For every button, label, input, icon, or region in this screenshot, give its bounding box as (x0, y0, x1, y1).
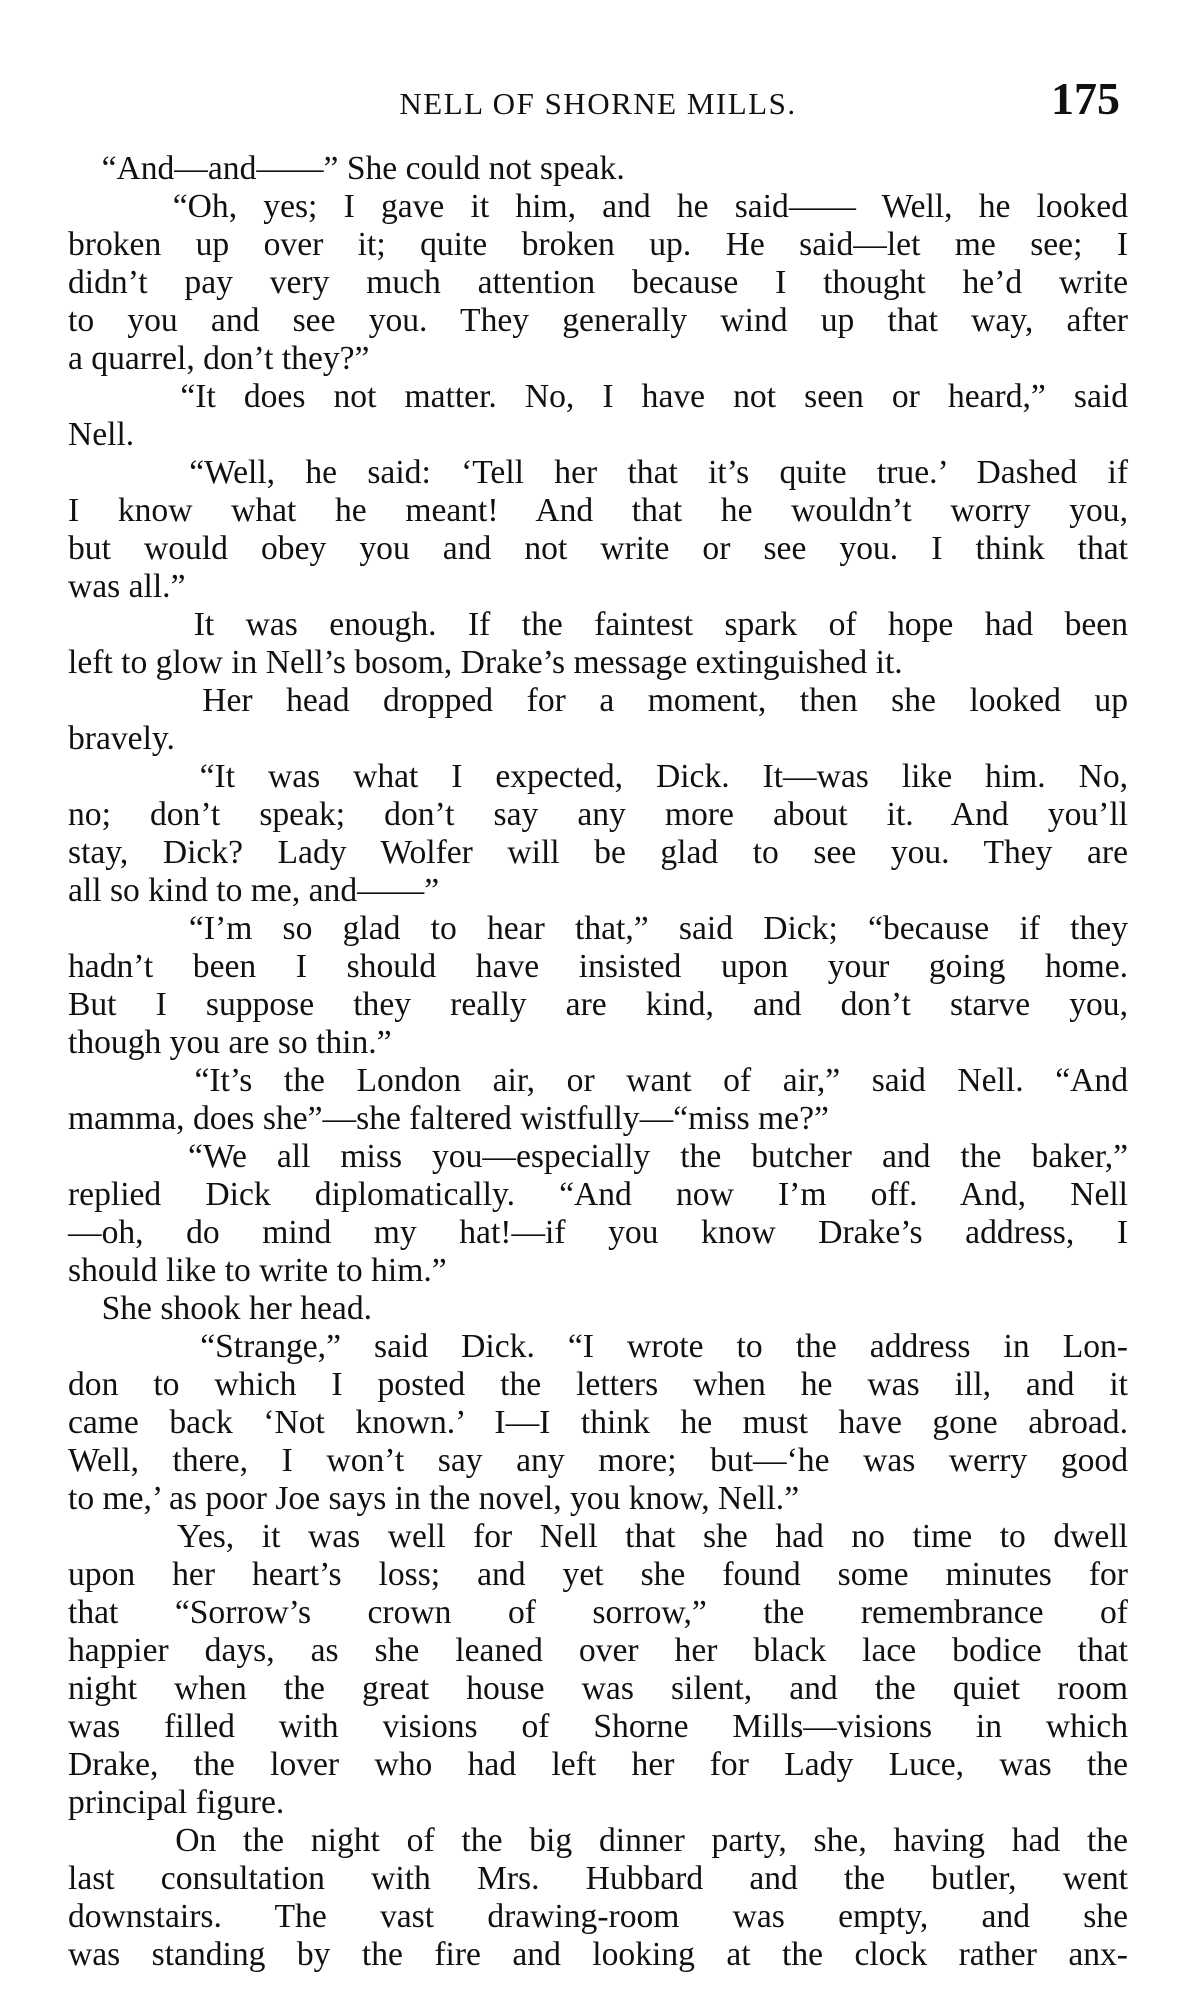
text-line: no; don’t speak; don’t say any more about it. And you’ll (68, 796, 1128, 833)
text-line: downstairs. The vast drawing-room was empty, and she (68, 1898, 1128, 1935)
text-line: came back ‘Not known.’ I—I think he must have gone abroad. (68, 1404, 1128, 1441)
text-line: “I’m so glad to hear that,” said Dick; “because if they (68, 910, 1128, 947)
text-line: She shook her head. (68, 1290, 373, 1327)
text-line: upon her heart’s loss; and yet she found some minutes for (68, 1556, 1128, 1593)
running-head (68, 64, 1128, 134)
text-line: “It was what I expected, Dick. It—was like him. No, (68, 758, 1128, 795)
text-line: to you and see you. They generally wind up that way, after (68, 302, 1128, 339)
text-line: Nell. (68, 416, 135, 453)
text-line: Yes, it was well for Nell that she had no time to dwell (68, 1518, 1128, 1555)
text-line: was standing by the fire and looking at the clock rather anx- (68, 1936, 1128, 1973)
running-title: NELL OF SHORNE MILLS. (399, 86, 797, 121)
text-line: On the night of the big dinner party, she, having had the (68, 1822, 1128, 1859)
text-line: happier days, as she leaned over her black lace bodice that (68, 1632, 1128, 1669)
text-line: It was enough. If the faintest spark of hope had been (68, 606, 1128, 643)
text-line: Drake, the lover who had left her for Lady Luce, was the (68, 1746, 1128, 1783)
text-line: left to glow in Nell’s bosom, Drake’s message extinguished it. (68, 644, 903, 681)
text-line: last consultation with Mrs. Hubbard and the butler, went (68, 1860, 1128, 1897)
text-line: to me,’ as poor Joe says in the novel, you know, Nell.” (68, 1480, 800, 1517)
text-line: I know what he meant! And that he wouldn’t worry you, (68, 492, 1128, 529)
text-line: was filled with visions of Shorne Mills—visions in which (68, 1708, 1128, 1745)
text-line: hadn’t been I should have insisted upon your going home. (68, 948, 1128, 985)
text-line: night when the great house was silent, and the quiet room (68, 1670, 1128, 1707)
text-line: “Well, he said: ‘Tell her that it’s quite true.’ Dashed if (68, 454, 1128, 491)
page-number: 175 (1051, 73, 1120, 124)
text-line: but would obey you and not write or see you. I think that (68, 530, 1128, 567)
text-line: stay, Dick? Lady Wolfer will be glad to see you. They are (68, 834, 1128, 871)
text-line: “And—and——” She could not speak. (68, 150, 625, 187)
text-line: “It’s the London air, or want of air,” said Nell. “And (68, 1062, 1128, 1099)
text-line: Her head dropped for a moment, then she looked up (68, 682, 1128, 719)
text-line: that “Sorrow’s crown of sorrow,” the remembrance of (68, 1594, 1128, 1631)
body-text (68, 150, 1128, 1974)
text-line: was all.” (68, 568, 186, 605)
text-line: bravely. (68, 720, 175, 757)
text-line: didn’t pay very much attention because I thought he’d write (68, 264, 1128, 301)
text-line: though you are so thin.” (68, 1024, 392, 1061)
text-line: “We all miss you—especially the butcher and the baker,” (68, 1138, 1128, 1175)
text-line: don to which I posted the letters when he was ill, and it (68, 1366, 1128, 1403)
text-line: a quarrel, don’t they?” (68, 340, 370, 377)
text-line: replied Dick diplomatically. “And now I’m off. And, Nell (68, 1176, 1128, 1213)
text-line: all so kind to me, and——” (68, 872, 440, 909)
text-line: Well, there, I won’t say any more; but—‘he was werry good (68, 1442, 1128, 1479)
text-line: “It does not matter. No, I have not seen or heard,” said (68, 378, 1128, 415)
text-line: —oh, do mind my hat!—if you know Drake’s address, I (68, 1214, 1128, 1251)
text-line: principal figure. (68, 1784, 285, 1821)
text-line: should like to write to him.” (68, 1252, 447, 1289)
text-line: “Oh, yes; I gave it him, and he said—— Well, he looked (68, 188, 1128, 225)
text-line: But I suppose they really are kind, and don’t starve you, (68, 986, 1128, 1023)
text-line: broken up over it; quite broken up. He said—let me see; I (68, 226, 1128, 263)
text-line: “Strange,” said Dick. “I wrote to the address in Lon- (68, 1328, 1128, 1365)
text-line: mamma, does she”—she faltered wistfully—“miss me?” (68, 1100, 829, 1137)
